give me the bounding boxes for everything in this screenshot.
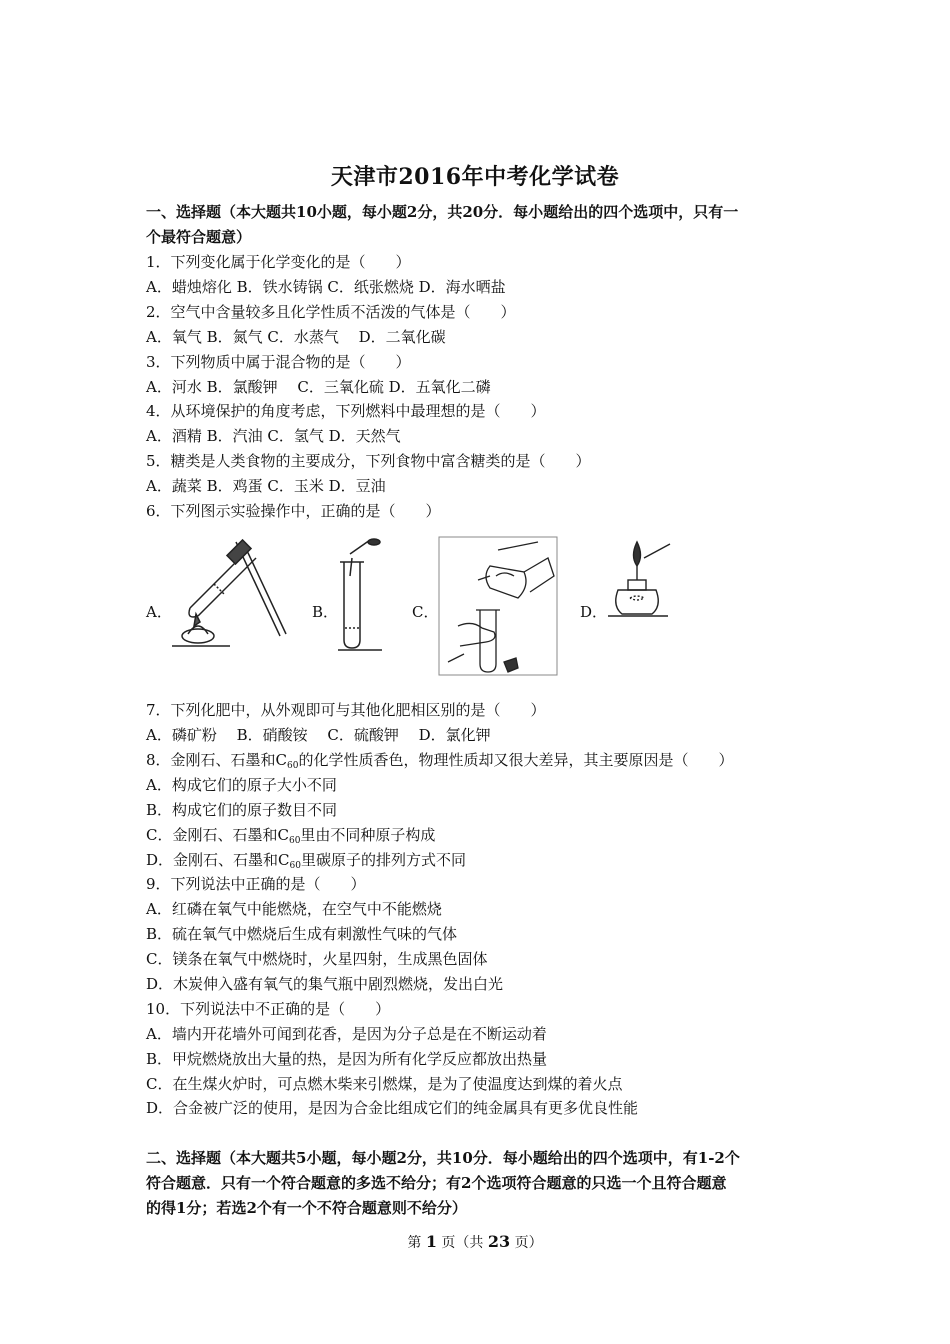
q9-option-b: B．硫在氧气中燃烧后生成有刺激性气味的气体 [146,925,458,943]
page-footer: 第 1 页（共 23 页） [407,1232,543,1251]
section2-header-line3: 的得1分；若选2个有一个不符合题意则不给分） [146,1199,467,1217]
section2-header-line2: 符合题意．只有一个符合题意的多选不给分；有2个选项符合题意的只选一个且符合题意 [146,1174,727,1192]
q8-stem: 8．金刚石、石墨和$C_{60}$的化学性质香色，物理性质却又很大差异，其主要原因是（ ） [146,751,734,771]
q10-option-a: A．墙内开花墙外可闻到花香，是因为分子总是在不断运动着 [146,1025,547,1043]
q7-options: A．磷矿粉 B．硝酸铵 C．硫酸钾 D．氯化钾 [146,726,491,744]
q4-options: A．酒精 B．汽油 C．氢气 D．天然气 [146,427,401,445]
test-tube-heating-icon [170,536,294,654]
section2-header-line1: 二、选择题（本大题共5小题，每小题2分，共10分．每小题给出的四个选项中，有1-2个 [146,1149,740,1167]
q10-option-b: B．甲烷燃烧放出大量的热，是因为所有化学反应都放出热量 [146,1050,548,1068]
q6-option-c-label: C． [412,603,439,621]
q5-stem: 5．糖类是人类食物的主要成分，下列食物中富含糖类的是（ ） [146,452,591,470]
q4-stem: 4．从环境保护的角度考虑，下列燃料中最理想的是（ ） [146,402,546,420]
q6-stem: 6．下列图示实验操作中，正确的是（ ） [146,502,441,520]
section1-header-line1: 一、选择题（本大题共10小题，每小题2分，共20分．每小题给出的四个选项中，只有一 [146,203,739,221]
q3-options: A．河水 B．氯酸钾 C．三氧化硫 D．五氧化二磷 [146,378,491,396]
q8-option-d: D．金刚石、石墨和$C_{60}$里碳原子的排列方式不同 [146,851,466,871]
q3-stem: 3．下列物质中属于混合物的是（ ） [146,353,411,371]
q8-option-c: C．金刚石、石墨和$C_{60}$里由不同种原子构成 [146,826,436,846]
q8-option-a: A．构成它们的原子大小不同 [146,776,337,794]
alcohol-lamp-lighting-icon [604,536,674,618]
q9-option-c: C．镁条在氧气中燃烧时，火星四射，生成黑色固体 [146,950,488,968]
q10-option-c: C．在生煤火炉时，可点燃木柴来引燃煤，是为了使温度达到煤的着火点 [146,1075,623,1093]
q5-options: A．蔬菜 B．鸡蛋 C．玉米 D．豆油 [146,477,386,495]
q1-options: A．蜡烛熔化 B．铁水铸锅 C．纸张燃烧 D．海水晒盐 [146,278,506,296]
page-number: 1 [425,1232,437,1251]
q6-option-a-label: A． [146,603,172,621]
total-pages: 23 [487,1232,511,1251]
section1-header-line2: 个最符合题意） [146,228,252,246]
page-title: 天津市2016年中考化学试卷 [330,164,620,190]
q7-stem: 7．下列化肥中，从外观即可与其他化肥相区别的是（ ） [146,701,546,719]
q1-stem: 1．下列变化属于化学变化的是（ ） [146,253,411,271]
q6-option-b-label: B． [312,603,339,621]
q10-stem: 10．下列说法中不正确的是（ ） [146,1000,391,1018]
q10-option-d: D．合金被广泛的使用，是因为合金比组成它们的纯金属具有更多优良性能 [146,1099,639,1117]
q2-options: A．氧气 B．氮气 C．水蒸气 D．二氧化碳 [146,328,446,346]
q2-stem: 2．空气中含量较多且化学性质不活泼的气体是（ ） [146,303,516,321]
q9-option-a: A．红磷在氧气中能燃烧，在空气中不能燃烧 [146,900,442,918]
q9-stem: 9．下列说法中正确的是（ ） [146,875,366,893]
q6-option-d-label: D． [580,603,608,621]
q9-option-d: D．木炭伸入盛有氧气的集气瓶中剧烈燃烧，发出白光 [146,975,504,993]
pouring-liquid-icon [438,536,558,676]
test-tube-dropper-icon [336,536,386,654]
q8-option-b: B．构成它们的原子数目不同 [146,801,338,819]
